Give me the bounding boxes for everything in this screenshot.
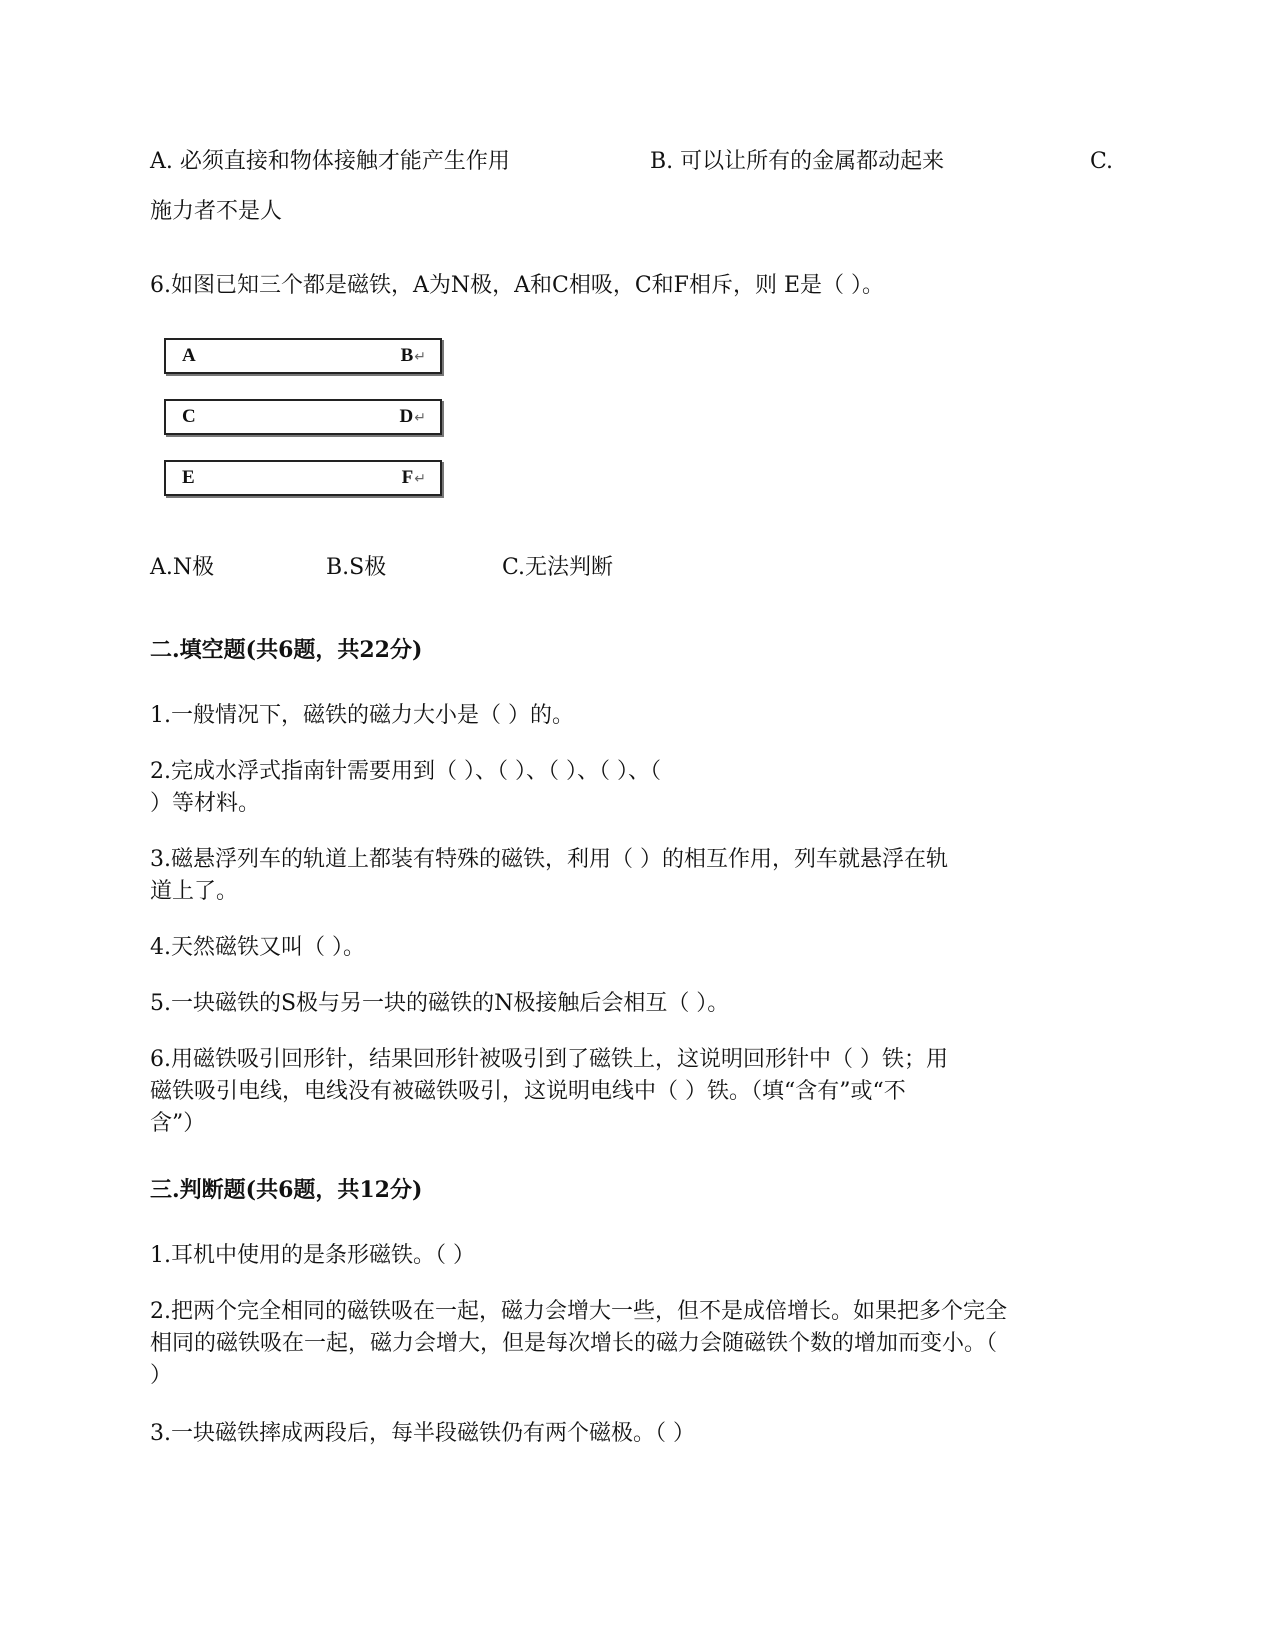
s2-q1: 1.一般情况下，磁铁的磁力大小是（ ）的。	[150, 703, 574, 728]
q5-option-c-text: 施力者不是人	[150, 199, 283, 224]
s3-q2-line3: ）	[150, 1363, 173, 1388]
s2-q6-line3: 含”）	[150, 1111, 206, 1136]
q5-option-b: B. 可以让所有的金属都动起来	[650, 149, 945, 174]
s2-q3-line2: 道上了。	[150, 879, 239, 904]
q6-option-c: C.无法判断	[502, 555, 614, 580]
pole-f: F↵	[401, 467, 426, 488]
s2-q2-line1: 2.完成水浮式指南针需要用到（ ）、（ ）、（ ）、（ ）、（	[150, 759, 661, 784]
section2-heading: 二.填空题(共6题，共22分)	[150, 637, 423, 663]
s3-q2-line1: 2.把两个完全相同的磁铁吸在一起，磁力会增大一些，但不是成倍增长。如果把多个完全	[150, 1299, 1007, 1324]
pole-c: C	[182, 406, 196, 427]
q6-option-b: B.S极	[326, 555, 387, 580]
return-mark-icon: ↵	[414, 472, 426, 487]
s3-q1: 1.耳机中使用的是条形磁铁。（ ）	[150, 1243, 475, 1268]
q5-option-a: A. 必须直接和物体接触才能产生作用	[150, 149, 510, 174]
section3-heading: 三.判断题(共6题，共12分)	[150, 1177, 423, 1203]
return-mark-icon: ↵	[414, 350, 426, 365]
pole-d: D↵	[399, 406, 426, 427]
q6-stem: 6.如图已知三个都是磁铁，A为N极，A和C相吸，C和F相斥，则 E是（ ）。	[150, 273, 884, 298]
s3-q2-line2: 相同的磁铁吸在一起，磁力会增大，但是每次增长的磁力会随磁铁个数的增加而变小。（	[150, 1331, 998, 1356]
s2-q2-line2: ）等材料。	[150, 791, 261, 816]
s3-q3: 3.一块磁铁摔成两段后，每半段磁铁仍有两个磁极。（ ）	[150, 1421, 695, 1446]
s2-q6-line2: 磁铁吸引电线，电线没有被磁铁吸引，这说明电线中（ ）铁。（填“含有”或“不	[150, 1079, 906, 1104]
s2-q5: 5.一块磁铁的S极与另一块的磁铁的N极接触后会相互（ ）。	[150, 991, 730, 1016]
q6-option-a: A.N极	[150, 555, 215, 580]
magnet-ef	[164, 460, 442, 496]
q5-option-c-label: C.	[1090, 149, 1114, 174]
return-mark-icon: ↵	[414, 411, 426, 426]
pole-e: E	[182, 467, 195, 488]
pole-a: A	[182, 345, 196, 366]
pole-b: B↵	[400, 345, 426, 366]
s2-q4: 4.天然磁铁又叫（ ）。	[150, 935, 365, 960]
magnet-cd	[164, 399, 442, 435]
magnet-ab	[164, 338, 442, 374]
s2-q6-line1: 6.用磁铁吸引回形针，结果回形针被吸引到了磁铁上，这说明回形针中（ ）铁；用	[150, 1047, 948, 1072]
s2-q3-line1: 3.磁悬浮列车的轨道上都装有特殊的磁铁，利用（ ）的相互作用，列车就悬浮在轨	[150, 847, 948, 872]
